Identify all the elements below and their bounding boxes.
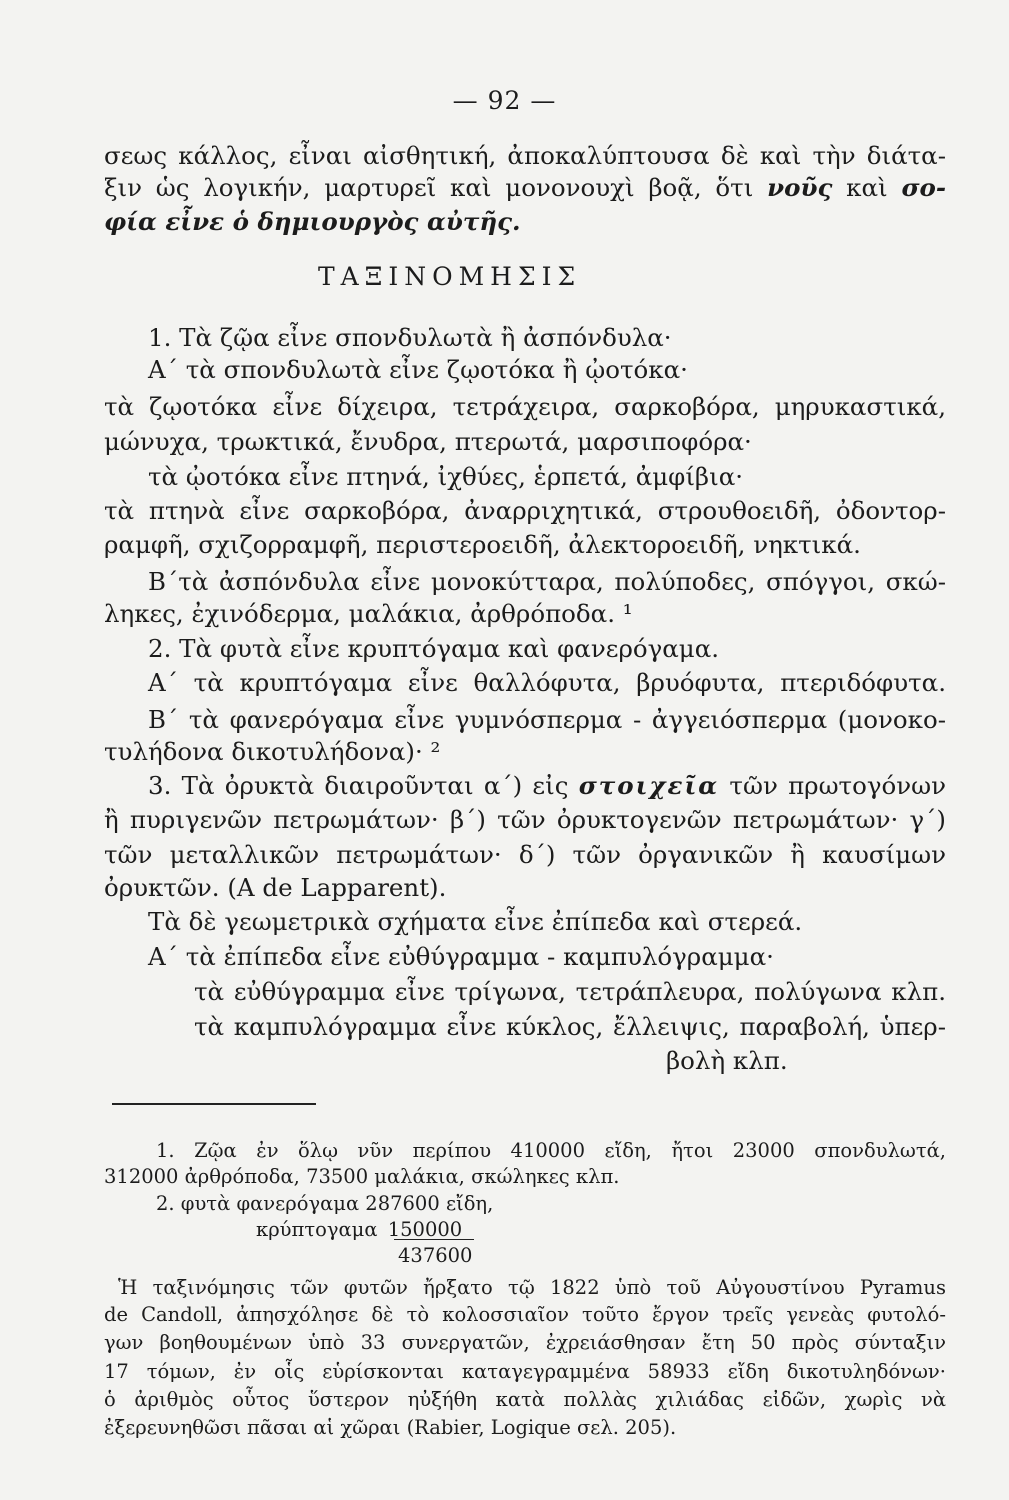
body-line-5: τὰ ᾠοτόκα εἶνε πτηνά, ἰχθύες, ἑρπετά, ἀμφίβια· [148,462,744,491]
intro-line-2-text: ξιν ὡς λογικήν, μαρτυρεῖ καὶ μονονουχὶ βοᾷ, ὅτι [104,173,754,202]
body-line-17: ὀρυκτῶν. (A de Lapparent). [104,873,447,902]
body-line-21: τὰ καμπυλόγραμμα εἶνε κύκλος, ἔλλειψις, παραβολή, ὑπερ- [194,1012,946,1041]
body-line-4: μώνυχα, τρωκτικά, ἔνυδρα, πτερωτά, μαρσιποφόρα· [104,427,752,456]
footnote-para-line-6: ἐξερευνηθῶσι πᾶσαι αἱ χῶραι (Rabier, Logique σελ. 205). [104,1416,677,1439]
footnote-para-line-1: Ἡ ταξινόμησις τῶν φυτῶν ἤρξατο τῷ 1822 ὑπὸ τοῦ Αὐγουστίνου Pyramus [118,1276,946,1299]
body-line-14 [148,770,946,802]
intro-emphasis-nous: νοῦς [767,173,833,202]
body-line-15: ἢ πυριγενῶν πετρωμάτων· β΄) τῶν ὀρυκτογενῶν πετρωμάτων· γ΄) [104,805,946,834]
footnote-2-line-1: 2. φυτὰ φανερόγαμα 287600 εἴδη, [156,1192,494,1215]
body-line-7: ραμφῆ, σχιζορραμφῆ, περιστεροειδῆ, ἀλεκτοροειδῆ, νηκτικά. [104,530,861,559]
footnote-para-line-3: γων βοηθουμένων ὑπὸ 33 συνεργατῶν, ἐχρειάσθησαν ἔτη 50 πρὸς σύνταξιν [104,1331,946,1354]
intro-line-2-mid: καὶ [846,173,888,202]
footnote-para-line-5: ὁ ἀριθμὸς οὗτος ὕστερον ηὐξήθη κατὰ πολλὰς χιλιάδας εἰδῶν, χωρὶς νὰ [104,1388,946,1411]
body-line-13: τυλήδονα δικοτυλήδονα)· ² [104,737,441,766]
footnote-2-total: 437600 [398,1244,473,1267]
intro-line-3: φία εἶνε ὁ δημιουργὸς αὐτῆς. [104,207,521,236]
page-number: — 92 — [452,86,557,115]
footnote-para-line-4: 17 τόμων, ἐν οἷς εὑρίσκονται καταγεγραμμένα 58933 εἴδη δικοτυληδόνων· [104,1360,946,1383]
body-line-20: τὰ εὐθύγραμμα εἶνε τρίγωνα, τετράπλευρα, πολύγωνα κλπ. [194,977,946,1006]
body-line-14-suffix: τῶν πρωτογόνων [729,771,947,800]
body-line-10: 2. Τὰ φυτὰ εἶνε κρυπτόγαμα καὶ φανερόγαμα. [148,634,720,663]
footnote-2-label: κρύπτογαμα [256,1218,378,1241]
footnote-1-line-2: 312000 ἀρθρόποδα, 73500 μαλάκια, σκώληκες κλπ. [104,1165,620,1188]
body-line-12: Β΄ τὰ φανερόγαμα εἶνε γυμνόσπερμα - ἀγγειόσπερμα (μονοκο- [148,705,946,734]
footnote-2-value: 150000 [387,1218,463,1241]
intro-emphasis-so: σο- [901,173,947,202]
footnote-para-line-2: de Candoll, ἀπησχόλησε δὲ τὸ κολοσσιαῖον τοῦτο ἔργον τρεῖς γενεὰς φυτολό- [104,1303,946,1326]
body-emphasis-stoicheia: στοιχεῖα [578,771,720,800]
body-line-16: τῶν μεταλλικῶν πετρωμάτων· δ΄) τῶν ὀργανικῶν ἢ καυσίμων [104,840,946,869]
body-line-19: Α΄ τὰ ἐπίπεδα εἶνε εὐθύγραμμα - καμπυλόγραμμα· [148,942,774,971]
body-line-8: Β΄τὰ ἀσπόνδυλα εἶνε μονοκύτταρα, πολύποδες, σπόγγοι, σκώ- [148,567,946,596]
section-heading: ΤΑΞΙΝΟΜΗΣΙΣ [318,262,582,291]
body-line-2: Α΄ τὰ σπονδυλωτὰ εἶνε ζῳοτόκα ἢ ᾠοτόκα· [148,355,688,384]
footnote-separator [112,1103,316,1105]
sum-line [394,1239,474,1240]
body-line-3: τὰ ζῳοτόκα εἶνε δίχειρα, τετράχειρα, σαρκοβόρα, μηρυκαστικά, [104,392,946,421]
body-line-9: ληκες, ἐχινόδερμα, μαλάκια, ἀρθρόποδα. ¹ [104,599,633,628]
body-line-1: 1. Τὰ ζῷα εἶνε σπονδυλωτὰ ἢ ἀσπόνδυλα· [148,323,672,352]
body-line-14-prefix: 3. Τὰ ὀρυκτὰ διαιροῦνται α΄) εἰς [148,771,569,800]
body-line-18: Τὰ δὲ γεωμετρικὰ σχήματα εἶνε ἐπίπεδα καὶ στερεά. [148,907,803,936]
intro-line-1: σεως κάλλος, εἶναι αἰσθητική, ἀποκαλύπτουσα δὲ καὶ τὴν διάτα- [104,141,946,170]
intro-line-2 [104,172,946,204]
body-line-11: Α΄ τὰ κρυπτόγαμα εἶνε θαλλόφυτα, βρυόφυτα, πτεριδόφυτα. [148,668,946,697]
body-line-22: βολὴ κλπ. [666,1046,788,1075]
body-line-6: τὰ πτηνὰ εἶνε σαρκοβόρα, ἀναρριχητικά, στρουθοειδῆ, ὀδοντορ- [104,496,946,525]
footnote-1-line-1: 1. Ζῷα ἐν ὅλῳ νῦν περίπου 410000 εἴδη, ἤτοι 23000 σπονδυλωτά, [156,1139,946,1162]
